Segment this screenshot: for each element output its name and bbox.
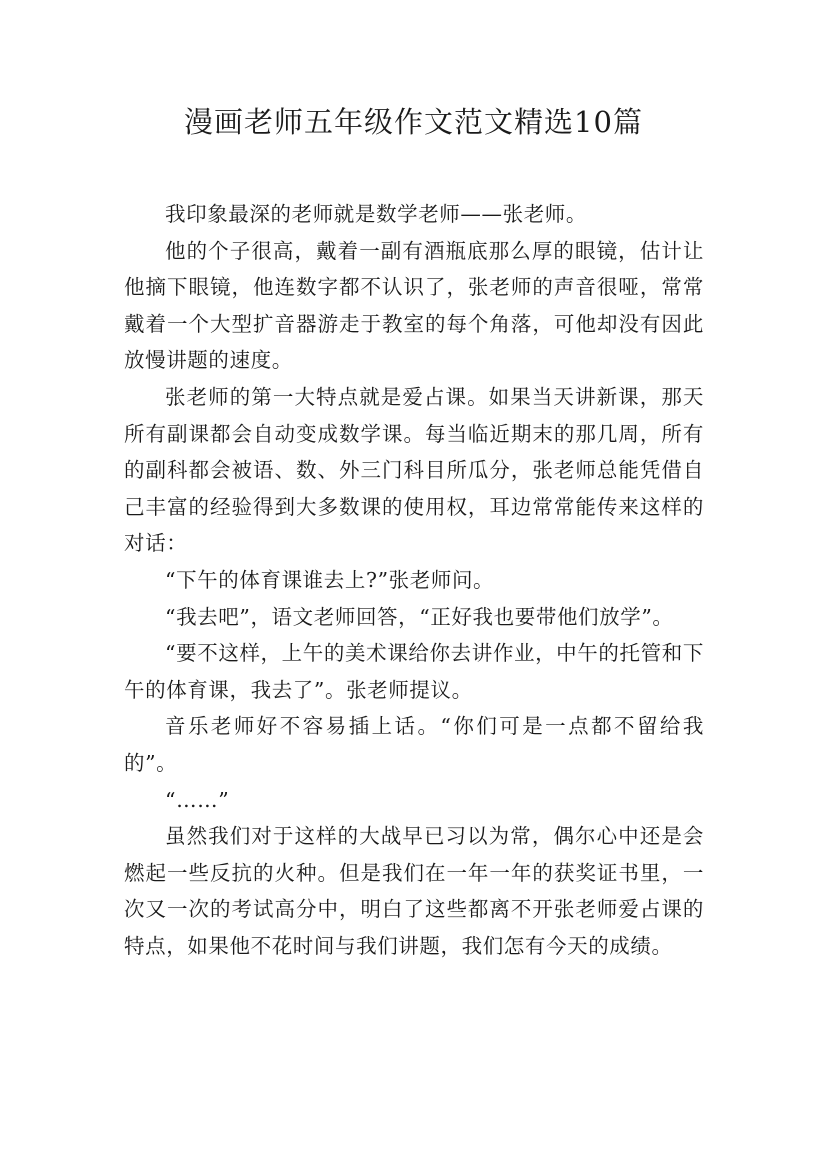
document-body: [124, 196, 704, 964]
paragraph: 我印象最深的老师就是数学老师——张老师。: [165, 202, 587, 226]
paragraph: 张老师的第一大特点就是爱占课。如果当天讲新课，那天所有副课都会自动变成数学课。每当临近期末的那几周，所有的副科都会被语、数、外三门科目所瓜分，张老师总能凭借自己丰富的经验得到大多数课的使用权，耳边常常能传来这样的对话：: [124, 384, 704, 556]
dialogue-line: 音乐老师好不容易插上话。“你们可是一点都不留给我的”。: [124, 714, 704, 775]
dialogue-line: “……”: [165, 787, 230, 812]
dialogue-line: “要不这样，上午的美术课给你去讲作业，中午的托管和下午的体育课，我去了”。张老师提议。: [124, 641, 704, 702]
paragraph: 他的个子很高，戴着一副有酒瓶底那么厚的眼镜，估计让他摘下眼镜，他连数字都不认识了，张老师的声音很哑，常常戴着一个大型扩音器游走于教室的每个角落，可他却没有因此放慢讲题的速度。: [124, 238, 704, 373]
paragraph: 虽然我们对于这样的大战早已习以为常，偶尔心中还是会燃起一些反抗的火种。但是我们在一年一年的获奖证书里，一次又一次的考试高分中，明白了这些都离不开张老师爱占课的特点，如果他不花时间与我们讲题，我们怎有今天的成绩。: [124, 824, 704, 958]
document-title: 漫画老师五年级作文范文精选10篇: [184, 105, 643, 139]
dialogue-line: “下午的体育课谁去上?”张老师问。: [165, 567, 495, 592]
dialogue-line: “我去吧”，语文老师回答，“正好我也要带他们放学”。: [165, 604, 674, 629]
